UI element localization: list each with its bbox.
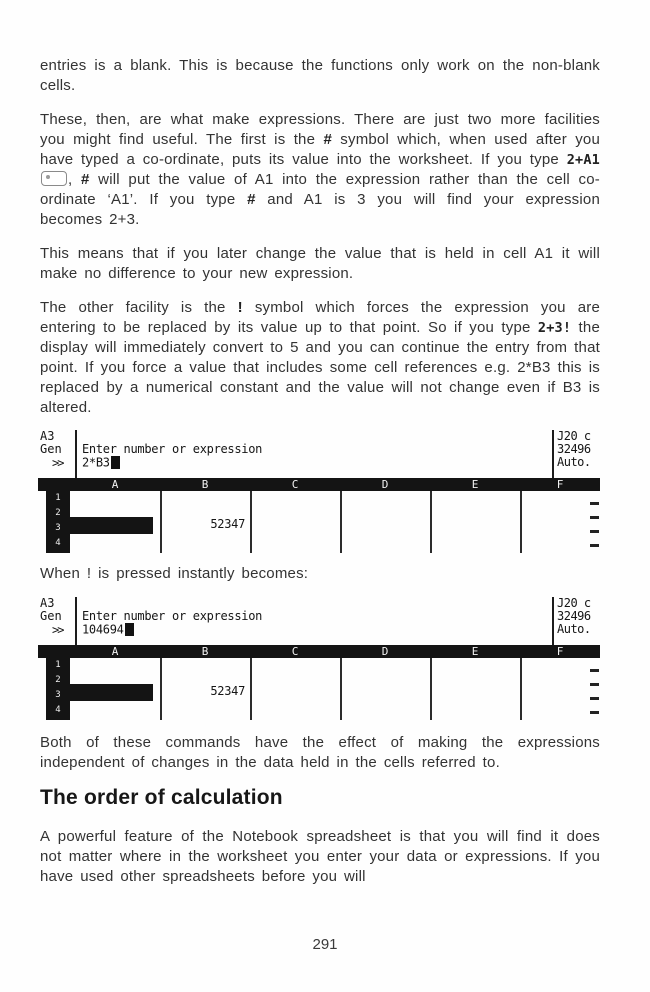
page-number: 291: [312, 936, 338, 953]
status-divider: [75, 597, 77, 645]
spreadsheet-screenshot-before: [38, 430, 600, 555]
column-header: C: [291, 645, 299, 658]
section-heading: The order of calculation: [40, 786, 283, 809]
spreadsheet-screenshot-after: [38, 597, 600, 722]
paragraph-bang-symbol: [40, 298, 600, 418]
prompt-indicator: >>: [52, 456, 63, 470]
grid-line: [430, 658, 432, 720]
text-cursor-block: [111, 456, 120, 469]
text-run: ,: [68, 171, 81, 188]
text-run: symbol which, when used after you have typed a co-ordinate, puts its value into the worksheet. If you type: [40, 131, 600, 168]
row-number: 1: [55, 493, 61, 503]
status-right-column: [557, 597, 603, 636]
row-tick: [590, 516, 599, 519]
paragraph-when-pressed: [40, 565, 600, 582]
expression-sample: 2+A1: [566, 152, 600, 168]
column-header: D: [381, 645, 389, 658]
cell-coordinate-indicator: A3: [40, 596, 55, 610]
column-header: E: [471, 478, 479, 491]
cell-b3-value: 52347: [210, 684, 245, 698]
row-tick: [590, 530, 599, 533]
column-header: F: [556, 645, 564, 658]
column-header: A: [111, 645, 119, 658]
entry-line: [82, 623, 134, 637]
grid-line: [250, 658, 252, 720]
doc-position-indicator: J20 c: [557, 429, 591, 443]
format-indicator: Gen: [40, 609, 62, 623]
row-number: 2: [55, 508, 61, 518]
column-header: A: [111, 478, 119, 491]
cell-b3-value: 52347: [210, 517, 245, 531]
cell-cursor-highlight: [70, 684, 153, 701]
calc-mode-indicator: Auto.: [557, 455, 591, 469]
row-number: 3: [55, 523, 61, 533]
cell-coordinate-indicator: A3: [40, 429, 55, 443]
column-header-bar: [38, 645, 600, 658]
status-message: Enter number or expression: [82, 442, 263, 456]
text-run: the display will immediately convert to 5 and you can continue the entry from that point. If you force a value that includes some cell references e.g. 2*B3 this is replaced by a numerical constant and the value will not change even if B3 is altered.: [40, 319, 600, 416]
memory-indicator: 32496: [557, 442, 591, 456]
text-run: These, then, are what make expressions. There are just two more facilities you might find useful. The first is the: [40, 111, 600, 148]
bang-symbol: !: [237, 299, 243, 316]
column-header-bar: [38, 478, 600, 491]
key-icon: [41, 171, 67, 186]
status-divider: [552, 430, 554, 478]
row-number: 4: [55, 705, 61, 715]
key-glyph: [46, 175, 50, 179]
row-tick: [590, 683, 599, 686]
status-divider: [552, 597, 554, 645]
hash-symbol: #: [247, 191, 256, 208]
entry-text: 104694: [82, 622, 124, 637]
paragraph-order-intro: A powerful feature of the Notebook spreadsheet is that you will find it does not matter where in the worksheet you enter your data or expressions. If you have used other spreadsheets before you will: [40, 828, 600, 885]
text-cursor-block: [125, 623, 134, 636]
status-divider: [75, 430, 77, 478]
row-tick: [590, 711, 599, 714]
bang-symbol: !: [86, 565, 92, 582]
calc-mode-indicator: Auto.: [557, 622, 591, 636]
column-header: E: [471, 645, 479, 658]
expression-sample: 2+3!: [537, 320, 572, 336]
row-tick: [590, 697, 599, 700]
entry-text: 2*B3: [82, 455, 110, 470]
row-number: 2: [55, 675, 61, 685]
grid-line: [430, 491, 432, 553]
paragraph-hash-symbol: [40, 110, 600, 230]
column-header: B: [201, 478, 209, 491]
grid-line: [520, 491, 522, 553]
text-run: symbol which forces the expression you are entering to be replaced by its value up to that point. So if you type: [40, 299, 600, 336]
text-run: The other facility is the: [40, 299, 238, 316]
status-message: Enter number or expression: [82, 609, 263, 623]
status-right-column: [557, 430, 603, 469]
grid-line: [340, 491, 342, 553]
grid-line: [250, 491, 252, 553]
column-header: F: [556, 478, 564, 491]
row-tick: [590, 502, 599, 505]
format-indicator: Gen: [40, 442, 62, 456]
grid-line: [520, 658, 522, 720]
prompt-indicator: >>: [52, 623, 63, 637]
grid-line: [340, 658, 342, 720]
hash-symbol: #: [323, 131, 332, 148]
text-run: and A1 is 3 you will find your expression becomes 2+3.: [40, 191, 601, 228]
column-header: B: [201, 645, 209, 658]
cell-cursor-highlight: [70, 517, 153, 534]
paragraph-intro: entries is a blank. This is because the functions only work on the non-blank cells.: [40, 57, 600, 94]
paragraph-a1-change: This means that if you later change the value that is held in cell A1 it will make no difference to your new expression.: [40, 245, 600, 282]
column-header: D: [381, 478, 389, 491]
row-tick: [590, 669, 599, 672]
text-run: When: [40, 565, 87, 582]
row-tick: [590, 544, 599, 547]
row-number: 3: [55, 690, 61, 700]
row-number: 4: [55, 538, 61, 548]
row-number: 1: [55, 660, 61, 670]
hash-symbol: #: [81, 171, 90, 188]
text-run: is pressed instantly becomes:: [91, 565, 309, 582]
memory-indicator: 32496: [557, 609, 591, 623]
paragraph-both-commands: Both of these commands have the effect of making the expressions independent of changes in the data held in the cells referred to.: [40, 734, 600, 771]
column-header: C: [291, 478, 299, 491]
doc-position-indicator: J20 c: [557, 596, 591, 610]
entry-line: [82, 456, 120, 470]
text-run: will put the value of A1 into the expression rather than the cell co-ordinate ‘A1’. If you type: [40, 171, 600, 208]
